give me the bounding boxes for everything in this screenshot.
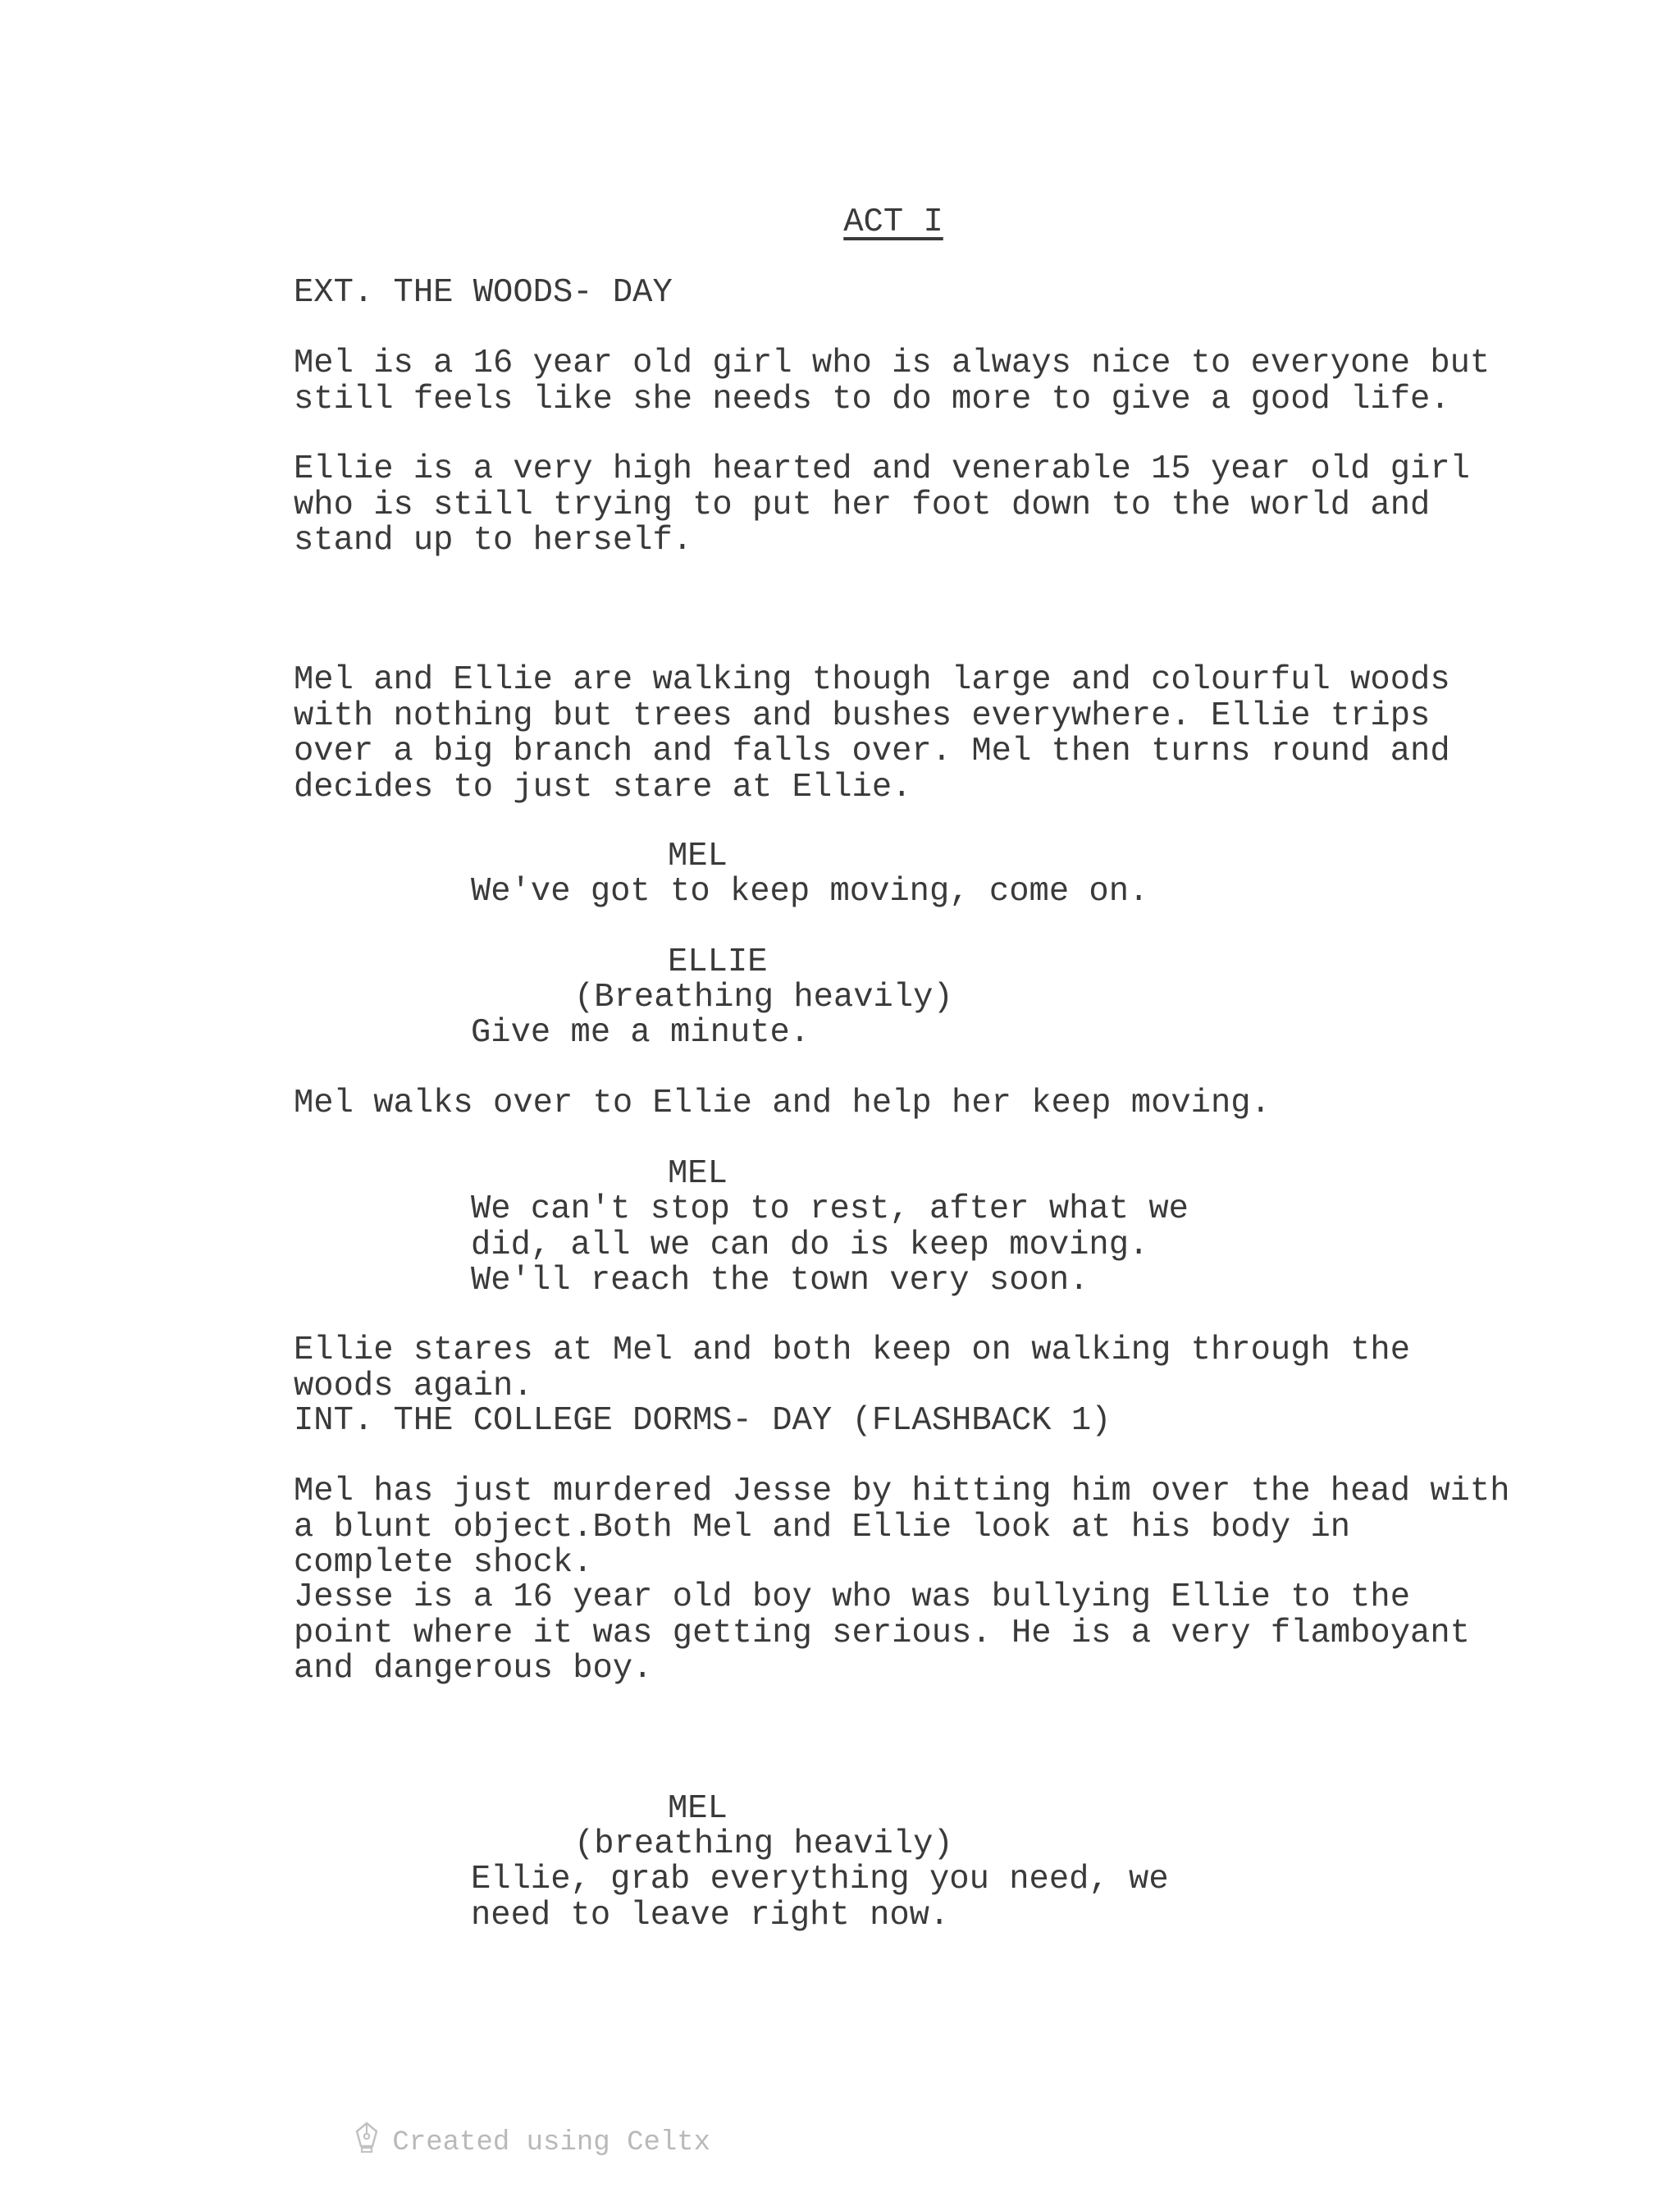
action-walking-woods: Mel and Ellie are walking though large and colourful woods with nothing but trees and bushes everywhere. Ellie trips over a big branch and falls over. Mel then turns round and decides to just stare at Ellie. [294, 661, 1450, 806]
character-name: MEL [668, 1790, 728, 1828]
scene-heading-woods: EXT. THE WOODS- DAY [294, 274, 673, 312]
dialogue: We can't stop to rest, after what we did, all we can do is keep moving. We'll reach the town very soon. [471, 1190, 1189, 1299]
dialogue: Give me a minute. [471, 1014, 810, 1052]
action-jesse-intro: Jesse is a 16 year old boy who was bullying Ellie to the point where it was getting serious. He is a very flamboyant and dangerous boy. [294, 1578, 1470, 1688]
pen-nib-icon [254, 2089, 392, 2197]
act-title: ACT I [843, 203, 943, 241]
action-murder: Mel has just murdered Jesse by hitting him over the head with a blunt object.Both Mel and Ellie look at his body in complete shock. [294, 1473, 1510, 1582]
action-ellie-intro: Ellie is a very high hearted and venerable 15 year old girl who is still trying to put her foot down to the world and stand up to herself. [294, 450, 1470, 560]
parenthetical: (Breathing heavily) [574, 979, 953, 1016]
character-name: ELLIE [668, 943, 768, 981]
action-mel-intro: Mel is a 16 year old girl who is always nice to everyone but still feels like she needs to do more to give a good life. [294, 345, 1491, 418]
footer-text: Created using Celtx [392, 2127, 711, 2158]
footer-watermark [254, 2089, 710, 2197]
action-keep-walking: Ellie stares at Mel and both keep on walking through the woods again. [294, 1331, 1411, 1405]
parenthetical: (breathing heavily) [574, 1825, 953, 1863]
dialogue: We've got to keep moving, come on. [471, 873, 1149, 911]
scene-heading-dorms: INT. THE COLLEGE DORMS- DAY (FLASHBACK 1) [294, 1402, 1112, 1440]
action-mel-helps: Mel walks over to Ellie and help her keep moving. [294, 1085, 1271, 1122]
dialogue: Ellie, grab everything you need, we need to leave right now. [471, 1861, 1169, 1934]
character-name: MEL [668, 838, 728, 875]
character-name: MEL [668, 1155, 728, 1193]
